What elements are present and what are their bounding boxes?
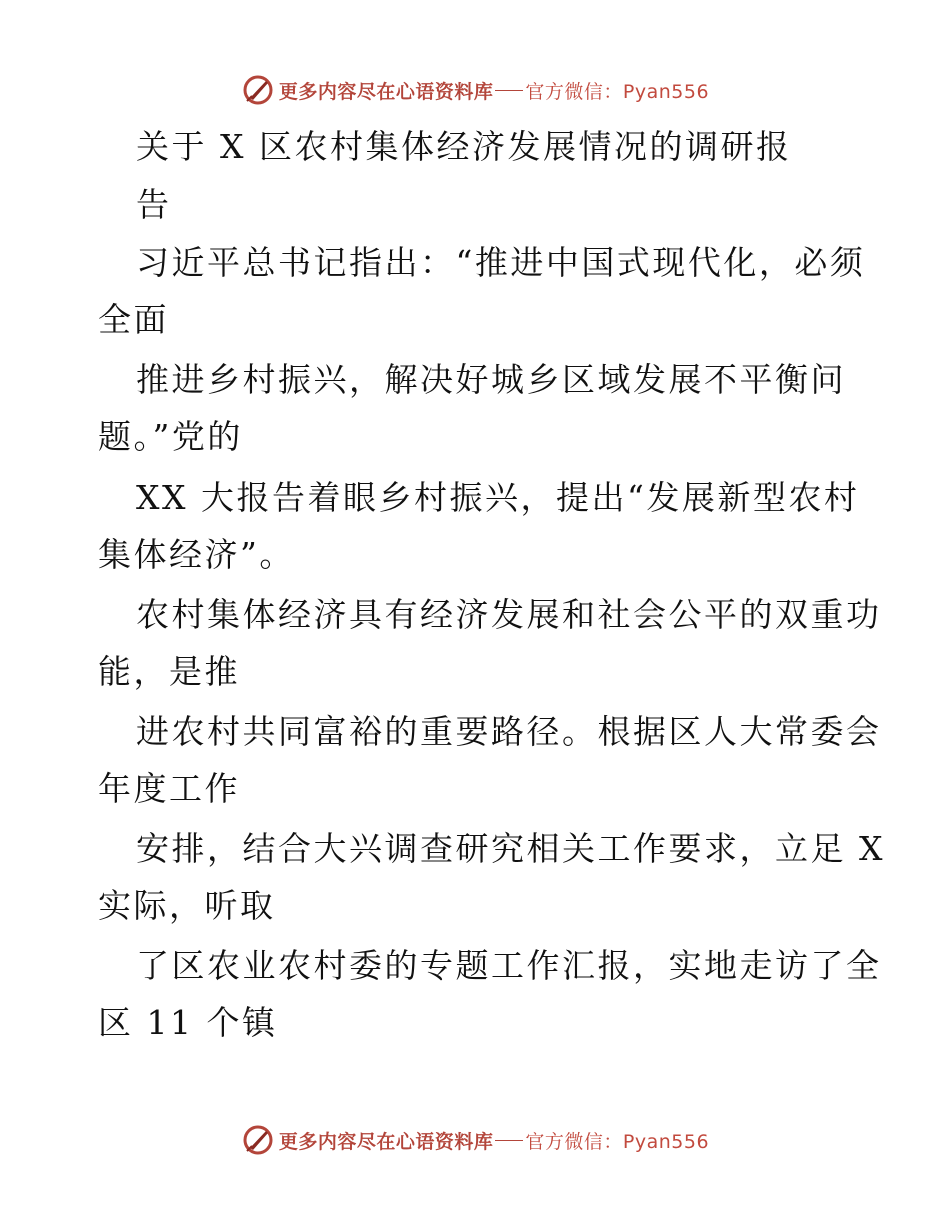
- paragraph-line: 题。”党的: [98, 417, 243, 456]
- paragraph-line: 了区农业农村委的专题工作汇报，实地走访了全: [136, 946, 882, 985]
- footer-banner: [0, 1120, 950, 1160]
- document-title-line-2: 告: [136, 185, 172, 224]
- paragraph-line: 实际，听取: [98, 886, 276, 925]
- paragraph-line: 年度工作: [98, 769, 240, 808]
- footer-dash-divider: [495, 1140, 523, 1141]
- header-wechat-text: 官方微信：Pyan556: [525, 80, 710, 103]
- footer-wechat-text: 官方微信：Pyan556: [525, 1130, 710, 1153]
- paragraph-line: 能，是推: [98, 652, 240, 691]
- footer-promo-text: 更多内容尽在心语资料库: [278, 1130, 494, 1153]
- header-promo-text: 更多内容尽在心语资料库: [278, 80, 494, 103]
- paragraph-line: 习近平总书记指出：“推进中国式现代化，必须: [136, 243, 866, 282]
- header-dash-divider: [495, 90, 523, 91]
- paragraph-line: 集体经济”。: [98, 535, 295, 574]
- paragraph-line: 全面: [98, 300, 169, 339]
- paragraph-line: 区 11 个镇: [98, 1003, 278, 1042]
- paragraph-line: 推进乡村振兴，解决好城乡区域发展不平衡问: [136, 360, 846, 399]
- paragraph-line: 农村集体经济具有经济发展和社会公平的双重功: [136, 595, 882, 634]
- paragraph-line: 安排，结合大兴调查研究相关工作要求，立足 X: [136, 829, 885, 868]
- document-title-line-1: 关于 X 区农村集体经济发展情况的调研报: [136, 127, 792, 166]
- quill-logo-icon: [241, 1123, 275, 1157]
- paragraph-line: 进农村共同富裕的重要路径。根据区人大常委会: [136, 712, 882, 751]
- quill-logo-icon: [241, 73, 275, 107]
- paragraph-line: XX 大报告着眼乡村振兴，提出“发展新型农村: [136, 478, 860, 517]
- header-banner: [0, 70, 950, 110]
